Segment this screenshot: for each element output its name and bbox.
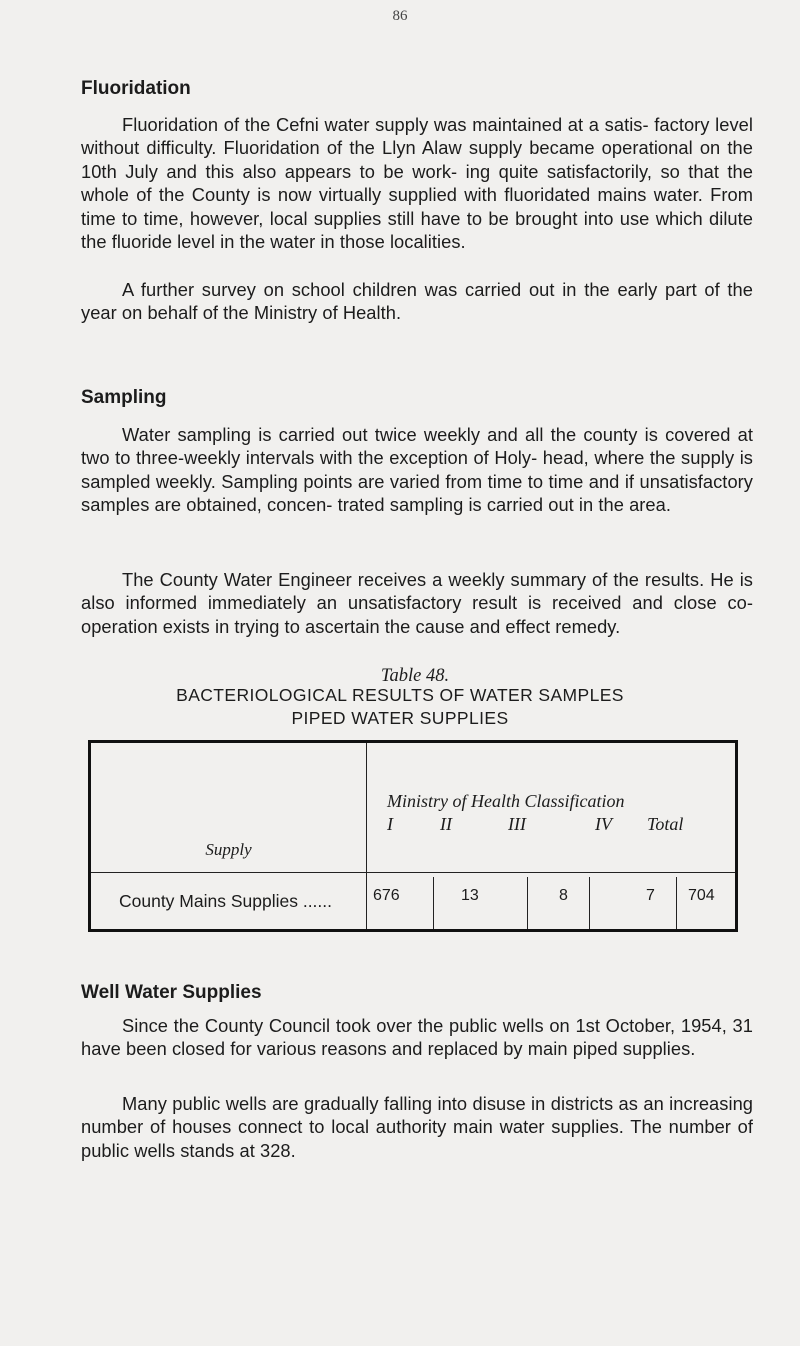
column-header-i: I [387,814,393,834]
column-header-iii: III [508,814,526,834]
classification-header [367,742,737,873]
table-caption: Table 48. [380,666,450,686]
fluoridation-paragraph-2: A further survey on school children was carried out in the early part of the year on behalf of the Ministry of Health. [81,279,753,324]
page-number: 86 [392,8,408,24]
well-water-paragraph-2: Many public wells are gradually falling into disuse in districts as an increasing number of houses connect to local authority main water supplies. The number of public wells stands at 328. [81,1093,753,1161]
cell-class-iv: 7 [646,887,655,904]
cell-total: 704 [688,887,715,904]
fluoridation-paragraph-1: Fluoridation of the Cefni water supply was maintained at a satis- factory level without difficulty. Fluoridation of the Llyn Alaw supply became operational on the 10th July and this also appears to be work- ing quite satisfactorily, so that the whole of the County is now virtually supplied with fluoridated mains water. From time to time, however, local supplies still have to be brought into use which dilute the fluoride level in the water in those localities. [81,114,753,253]
sampling-paragraph-1: Water sampling is carried out twice weekly and all the county is covered at two to three-weekly intervals with the exception of Holy- head, where the supply is sampled weekly. Sampling points are varied from time to time and if unsatisfactory samples are obtained, concen- trated sampling is carried out in the area. [81,424,753,516]
row-label-county-mains: County Mains Supplies ...... [90,873,367,931]
column-header-ii: II [440,814,452,834]
well-water-heading: Well Water Supplies [81,982,262,1003]
table-header-row [90,742,737,873]
results-table [88,740,738,932]
sampling-heading: Sampling [81,387,167,408]
column-header-iv: IV [595,814,612,834]
fluoridation-heading: Fluoridation [81,78,191,99]
row-values [367,873,737,931]
column-divider [676,877,677,929]
cell-class-iii: 8 [559,887,568,904]
table-title-line-2: PIPED WATER SUPPLIES [291,708,509,728]
well-water-paragraph-1: Since the County Council took over the public wells on 1st October, 1954, 31 have been closed for various reasons and replaced by main piped supplies. [81,1015,753,1060]
supply-column-header: Supply [90,742,367,873]
classification-title: Ministry of Health Classification [387,791,625,811]
sampling-paragraph-2: The County Water Engineer receives a weekly summary of the results. He is also informed immediately an unsatisfactory result is received and close co-operation exists in trying to ascertain the cause and effect remedy. [81,569,753,637]
table-row [90,873,737,931]
cell-class-i: 676 [373,887,400,904]
cell-class-ii: 13 [461,887,479,904]
column-divider [527,877,528,929]
column-divider [433,877,434,929]
column-header-total: Total [647,814,684,834]
table-title-line-1: BACTERIOLOGICAL RESULTS OF WATER SAMPLES [176,685,624,705]
column-divider [589,877,590,929]
